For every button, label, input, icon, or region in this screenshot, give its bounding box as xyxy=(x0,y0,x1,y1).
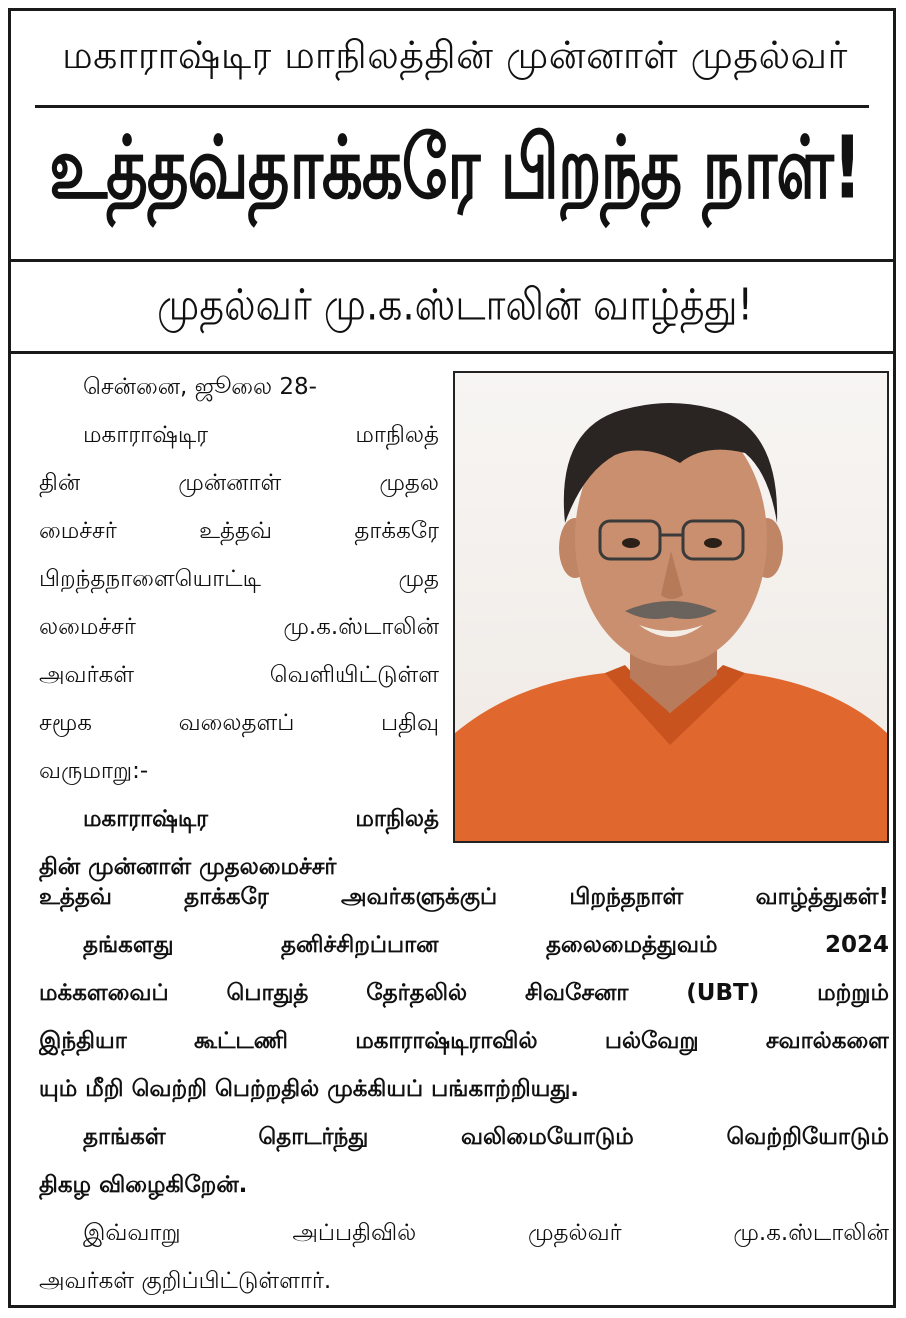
quote-line: தின் முன்னாள் முதலமைச்சர் xyxy=(39,854,337,880)
article-line: வருமாறு:- xyxy=(39,758,149,784)
portrait-photo xyxy=(453,371,889,843)
quote-line: யும் மீறி வெற்றி பெற்றதில் முக்கியப் பங்காற்றியது. xyxy=(39,1076,580,1102)
article-line: தின் முன்னாள் முதல xyxy=(39,470,439,496)
quote-line: உத்தவ் தாக்கரே அவர்களுக்குப் பிறந்தநாள் வாழ்த்துகள்! xyxy=(39,884,889,910)
article-line: சமூக வலைதளப் பதிவு xyxy=(39,710,439,736)
subheadline: முதல்வர் மு.க.ஸ்டாலின் வாழ்த்து! xyxy=(157,279,753,330)
kicker-line: மகாராஷ்டிர மாநிலத்தின் முன்னாள் முதல்வர் xyxy=(62,33,848,77)
article-line: அவர்கள் வெளியிட்டுள்ள xyxy=(39,662,439,688)
quote-line: இந்தியா கூட்டணி மகாராஷ்டிராவில் பல்வேறு சவால்களை xyxy=(39,1028,889,1054)
article-column-left xyxy=(39,363,439,891)
article-line: அவர்கள் குறிப்பிட்டுள்ளார். xyxy=(39,1268,332,1294)
article-line: இவ்வாறு அப்பதிவில் முதல்வர் மு.க.ஸ்டாலின் xyxy=(83,1220,889,1246)
quote-line: மக்களவைப் பொதுத் தேர்தலில் சிவசேனா (UBT) மற்றும் xyxy=(39,980,889,1006)
divider-top xyxy=(35,105,869,108)
quote-line: தாங்கள் தொடர்ந்து வலிமையோடும் வெற்றியோடும் xyxy=(83,1124,889,1150)
article-body-full xyxy=(39,873,889,1305)
quote-line: தங்களது தனிச்சிறப்பான தலைமைத்துவம் 2024 xyxy=(83,932,889,958)
quote-line: திகழ விழைகிறேன். xyxy=(39,1172,248,1198)
portrait-illustration xyxy=(455,373,887,841)
article-line: மகாராஷ்டிர மாநிலத் xyxy=(83,422,439,448)
divider-middle xyxy=(11,259,893,262)
article-line: பிறந்தநாளையொட்டி முத xyxy=(39,566,439,592)
divider-bottom xyxy=(11,351,893,354)
article-line: லமைச்சர் மு.க.ஸ்டாலின் xyxy=(39,614,439,640)
article-line: மைச்சர் உத்தவ் தாக்கரே xyxy=(39,518,439,544)
headline: உத்தவ்தாக்கரே பிறந்த நாள்! xyxy=(49,119,861,219)
quote-line: மகாராஷ்டிர மாநிலத் xyxy=(83,806,439,832)
news-clipping xyxy=(8,8,896,1308)
dateline: சென்னை, ஜூலை 28- xyxy=(83,374,317,400)
